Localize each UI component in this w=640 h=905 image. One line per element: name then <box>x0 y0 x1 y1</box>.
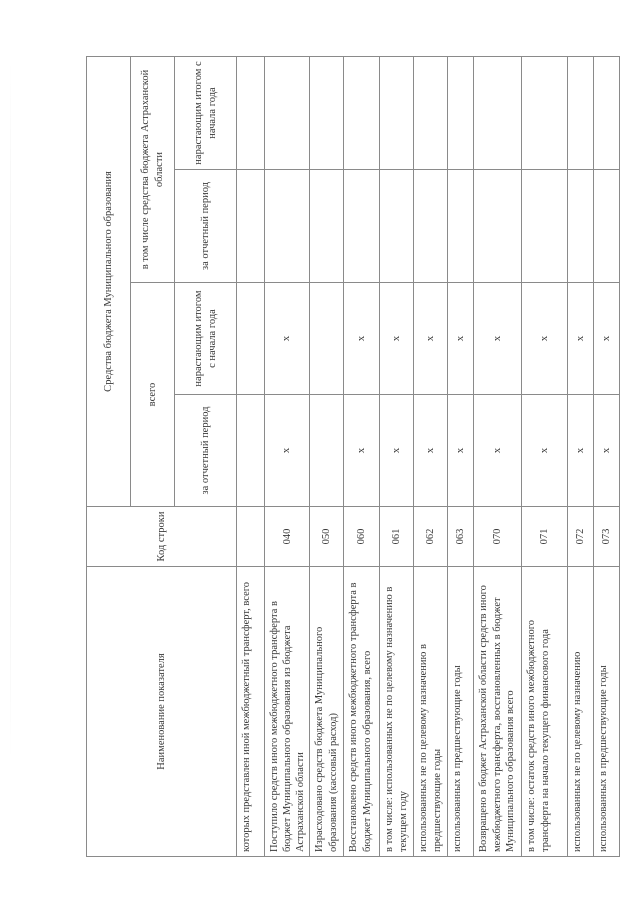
row-code: 060 <box>344 507 380 567</box>
row-incl-period <box>474 170 522 283</box>
header-name: Наименование показателя <box>87 567 237 857</box>
header-incl: в том числе средства бюджета Астраханской области <box>131 57 175 283</box>
row-total-cumulative: x <box>380 283 414 395</box>
row-incl-period <box>594 170 620 283</box>
row-code: 073 <box>594 507 620 567</box>
row-incl-cumulative <box>522 57 568 170</box>
row-name: использованных не по целевому назначению <box>568 567 594 857</box>
table-row <box>474 57 522 857</box>
header-incl-cumulative: нарастающим итогом с начала года <box>175 57 237 170</box>
row-incl-period <box>522 170 568 283</box>
row-code: 063 <box>448 507 474 567</box>
row-incl-cumulative <box>568 57 594 170</box>
row-total-period <box>310 395 344 507</box>
row-total-cumulative: x <box>448 283 474 395</box>
table-row <box>265 57 310 857</box>
table-row <box>448 57 474 857</box>
row-incl-cumulative <box>594 57 620 170</box>
row-total-period: x <box>448 395 474 507</box>
report-table <box>86 56 620 857</box>
row-total-cumulative: x <box>344 283 380 395</box>
row-total-period: x <box>380 395 414 507</box>
row-incl-period <box>310 170 344 283</box>
table-row <box>522 57 568 857</box>
row-incl-cumulative <box>380 57 414 170</box>
table-row <box>344 57 380 857</box>
row-total-period <box>237 395 265 507</box>
row-total-cumulative: x <box>594 283 620 395</box>
row-incl-period <box>344 170 380 283</box>
row-code: 050 <box>310 507 344 567</box>
table-row <box>237 57 265 857</box>
header-funds: Средства бюджета Муниципального образования <box>87 57 131 507</box>
table-row <box>594 57 620 857</box>
row-name: Восстановлено средств иного межбюджетного трансферта в бюджет Муниципального образования, всего <box>344 567 380 857</box>
header-total-period: за отчетный период <box>175 395 237 507</box>
row-total-cumulative <box>310 283 344 395</box>
row-incl-cumulative <box>448 57 474 170</box>
row-total-period: x <box>414 395 448 507</box>
header-total-cumulative: нарастающим итогом с начала года <box>175 283 237 395</box>
row-total-period: x <box>568 395 594 507</box>
row-total-cumulative: x <box>474 283 522 395</box>
row-code: 062 <box>414 507 448 567</box>
row-incl-cumulative <box>265 57 310 170</box>
table-row <box>380 57 414 857</box>
row-incl-period <box>265 170 310 283</box>
row-name: Возвращено в бюджет Астраханской области средств иного межбюджетного трансферта, восстановленных в бюджет Муниципального образования всего <box>474 567 522 857</box>
row-incl-period <box>448 170 474 283</box>
row-total-period: x <box>265 395 310 507</box>
row-name: использованных в предшествующие годы <box>448 567 474 857</box>
row-incl-cumulative <box>237 57 265 170</box>
row-total-cumulative: x <box>568 283 594 395</box>
row-code: 070 <box>474 507 522 567</box>
row-total-cumulative: x <box>522 283 568 395</box>
header-code: Код строки <box>87 507 237 567</box>
row-name: использованных не по целевому назначению в предшествующие годы <box>414 567 448 857</box>
row-name: которых представлен иной межбюджетный трансферт, всего <box>237 567 265 857</box>
row-name: использованных в предшествующие годы <box>594 567 620 857</box>
row-total-period: x <box>474 395 522 507</box>
row-incl-cumulative <box>414 57 448 170</box>
row-code: 071 <box>522 507 568 567</box>
row-total-cumulative: x <box>414 283 448 395</box>
row-incl-period <box>414 170 448 283</box>
row-incl-period <box>568 170 594 283</box>
row-total-cumulative <box>237 283 265 395</box>
row-incl-period <box>237 170 265 283</box>
table-row <box>310 57 344 857</box>
row-code: 072 <box>568 507 594 567</box>
header-total: всего <box>131 283 175 507</box>
row-total-period: x <box>522 395 568 507</box>
row-total-period: x <box>344 395 380 507</box>
row-code: 040 <box>265 507 310 567</box>
row-code <box>237 507 265 567</box>
row-name: Поступило средств иного межбюджетного трансферта в бюджет Муниципального образования из бюджета Астраханской области <box>265 567 310 857</box>
table-body <box>237 57 620 857</box>
row-name: в том числе: остаток средств иного межбюджетного трансферта на начало текущего финансового года <box>522 567 568 857</box>
row-incl-cumulative <box>310 57 344 170</box>
scan-edge-shadow <box>10 60 11 760</box>
row-incl-cumulative <box>344 57 380 170</box>
row-incl-period <box>380 170 414 283</box>
row-code: 061 <box>380 507 414 567</box>
row-name: Израсходовано средств бюджета Муниципального образования (кассовый расход) <box>310 567 344 857</box>
row-total-cumulative: x <box>265 283 310 395</box>
row-name: в том числе: использованных не по целевому назначению в текущем году <box>380 567 414 857</box>
table-row <box>568 57 594 857</box>
header-incl-period: за отчетный период <box>175 170 237 283</box>
table-row <box>414 57 448 857</box>
row-incl-cumulative <box>474 57 522 170</box>
rotated-table-area <box>86 57 613 857</box>
row-total-period: x <box>594 395 620 507</box>
table-header <box>87 57 237 857</box>
